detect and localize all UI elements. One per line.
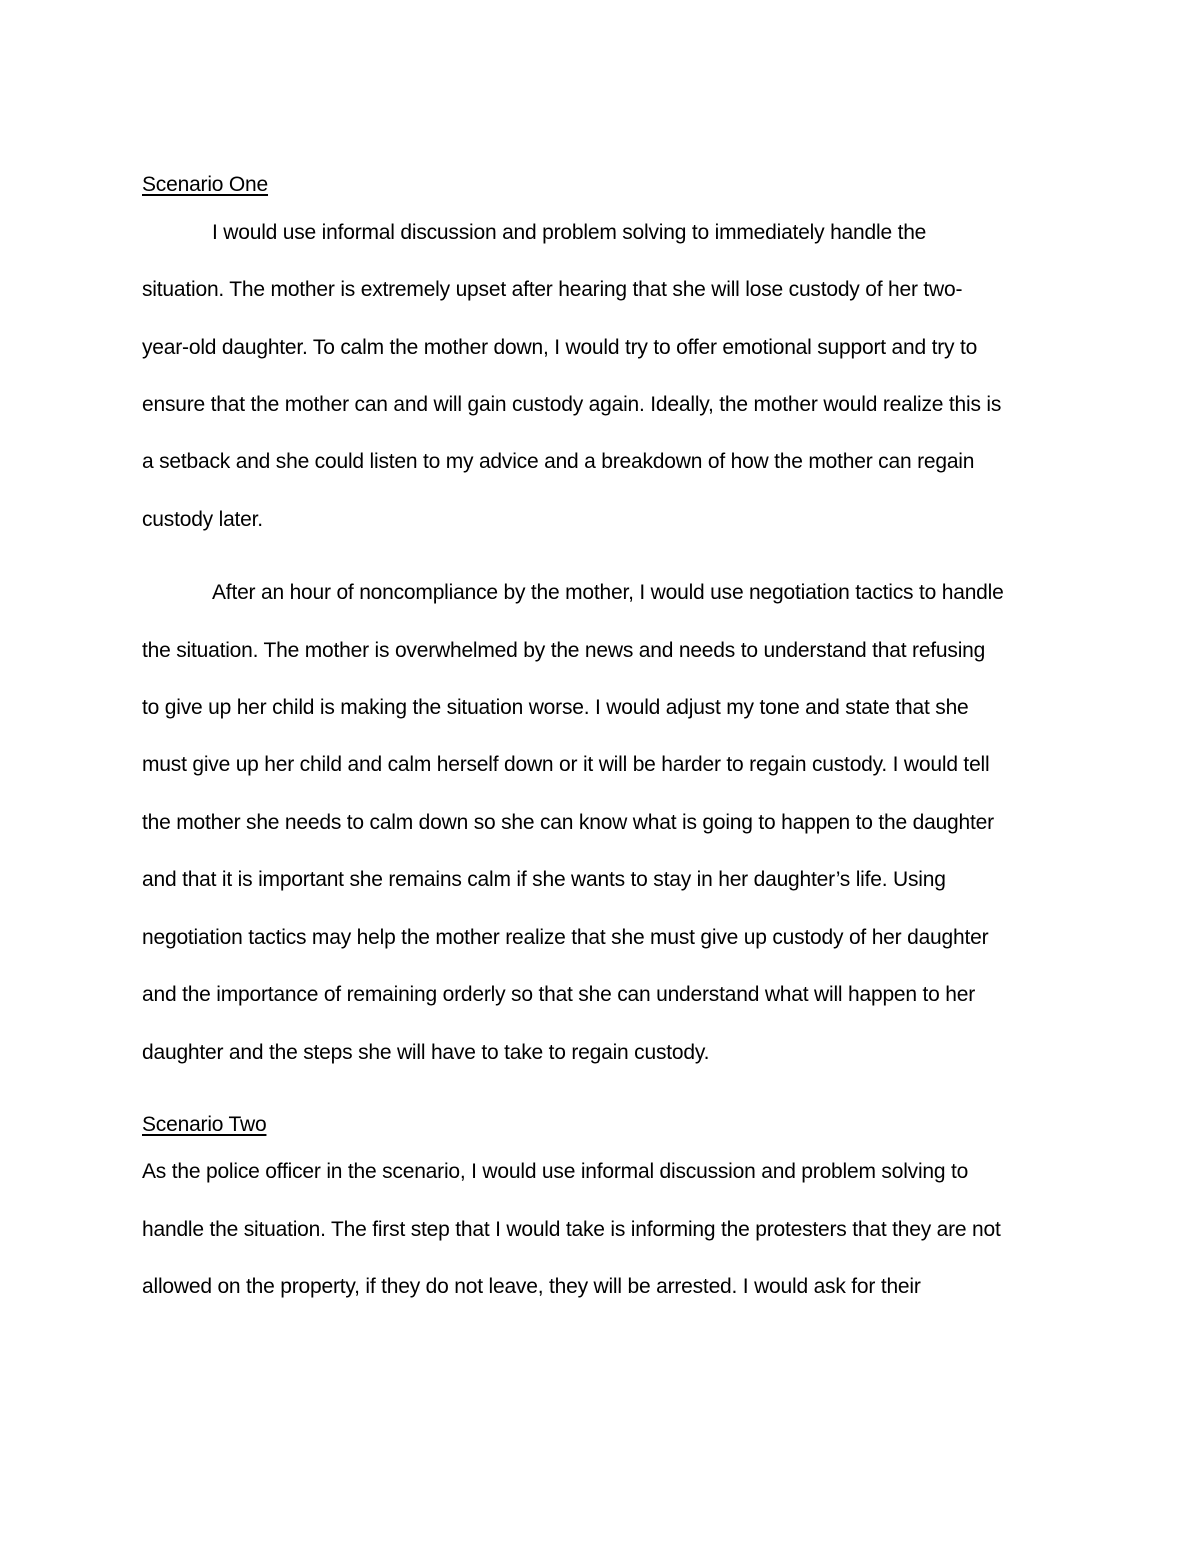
paragraph-line: the situation. The mother is overwhelmed by the news and needs to understand that refusing bbox=[142, 639, 986, 662]
paragraph-line: and that it is important she remains calm if she wants to stay in her daughter’s life. Using bbox=[142, 868, 946, 891]
paragraph-line: to give up her child is making the situation worse. I would adjust my tone and state that she bbox=[142, 696, 969, 719]
paragraph-line: and the importance of remaining orderly so that she can understand what will happen to her bbox=[142, 983, 976, 1006]
scenario-two-heading: Scenario Two bbox=[142, 1113, 267, 1136]
paragraph-line: situation. The mother is extremely upset after hearing that she will lose custody of her two- bbox=[142, 278, 963, 301]
paragraph-line: must give up her child and calm herself down or it will be harder to regain custody. I would tell bbox=[142, 753, 990, 776]
paragraph-line: a setback and she could listen to my advice and a breakdown of how the mother can regain bbox=[142, 450, 975, 473]
scenario-one-heading: Scenario One bbox=[142, 173, 269, 196]
paragraph-line: As the police officer in the scenario, I would use informal discussion and problem solving to bbox=[142, 1160, 969, 1183]
paragraph-line: negotiation tactics may help the mother realize that she must give up custody of her daughter bbox=[142, 926, 989, 949]
paragraph-line: the mother she needs to calm down so she can know what is going to happen to the daughter bbox=[142, 811, 994, 834]
paragraph-line: custody later. bbox=[142, 508, 263, 531]
paragraph-line: After an hour of noncompliance by the mother, I would use negotiation tactics to handle bbox=[212, 581, 1004, 604]
paragraph-line: year-old daughter. To calm the mother down, I would try to offer emotional support and try to bbox=[142, 336, 978, 359]
paragraph-line: I would use informal discussion and problem solving to immediately handle the bbox=[212, 221, 927, 244]
paragraph-line: allowed on the property, if they do not leave, they will be arrested. I would ask for their bbox=[142, 1275, 921, 1298]
paragraph-line: ensure that the mother can and will gain custody again. Ideally, the mother would realize this is bbox=[142, 393, 1002, 416]
paragraph-line: handle the situation. The first step that I would take is informing the protesters that they are not bbox=[142, 1218, 1001, 1241]
paragraph-line: daughter and the steps she will have to take to regain custody. bbox=[142, 1041, 710, 1064]
